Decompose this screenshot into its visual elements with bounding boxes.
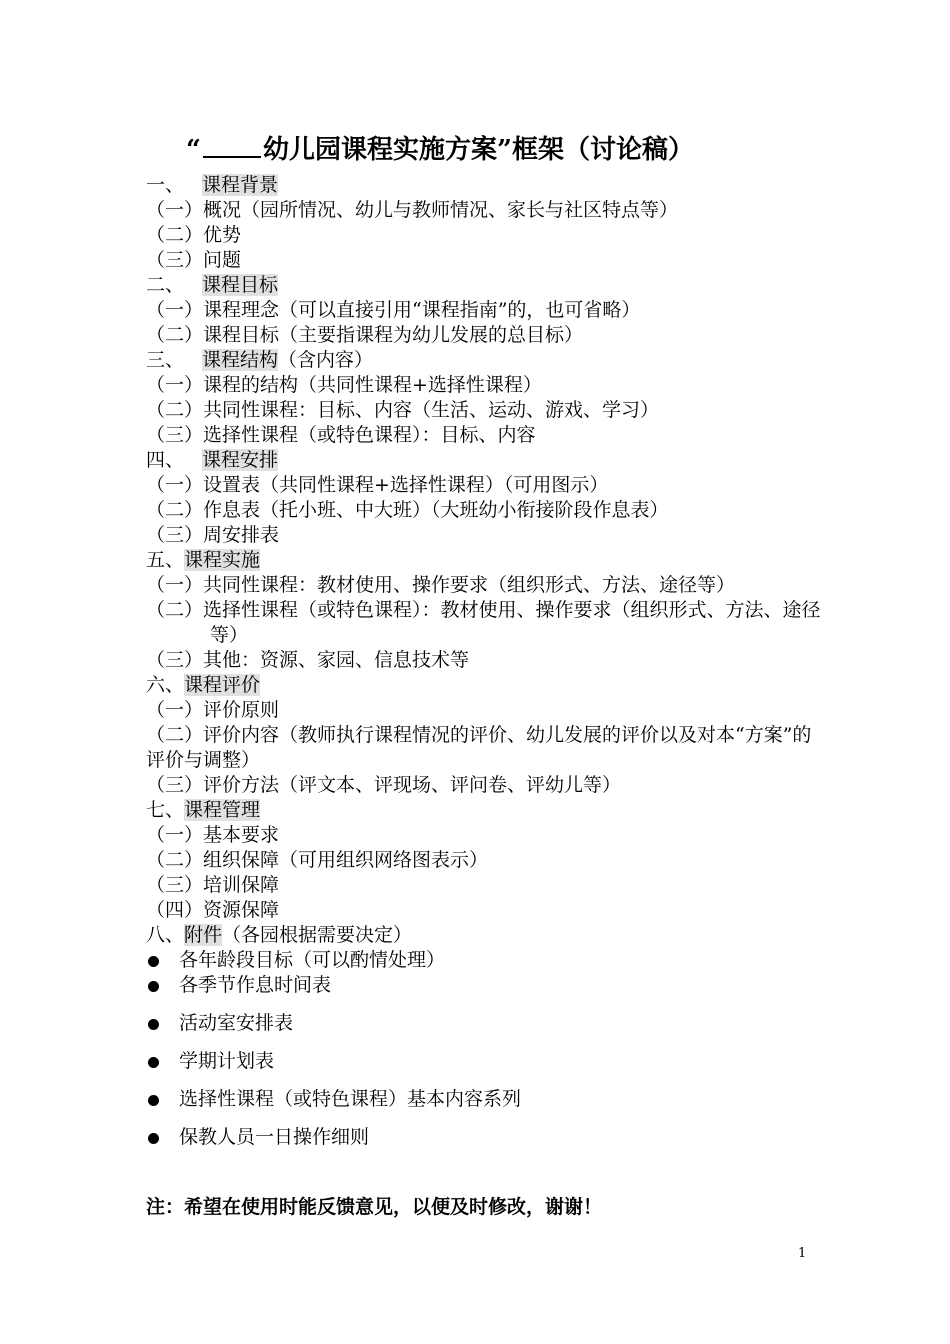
title-blank-underline <box>203 132 261 158</box>
bullet-dot-icon <box>148 981 159 992</box>
page-number: 1 <box>798 1246 807 1261</box>
section-heading-6 <box>146 673 826 698</box>
section-heading-2 <box>146 273 826 298</box>
section-item: （一）概况（园所情况、幼儿与教师情况、家长与社区特点等） <box>146 199 679 221</box>
section-item: （二）作息表（托小班、中大班）（大班幼小衔接阶段作息表） <box>146 499 669 521</box>
section-item: （三）其他：资源、家园、信息技术等 <box>146 649 470 671</box>
section-number: 八、 <box>146 924 185 946</box>
section-item: （一）评价原则 <box>146 699 280 721</box>
section-item: （三）问题 <box>146 249 242 271</box>
section-item: （一）设置表（共同性课程+选择性课程）（可用图示） <box>146 474 609 496</box>
section-number: 七、 <box>146 799 185 821</box>
section-item: （三）周安排表 <box>146 524 280 546</box>
section-title: 课程目标 <box>202 274 279 296</box>
section-item: （一）课程的结构（共同性课程+选择性课程） <box>146 374 542 396</box>
list-item-text: 学期计划表 <box>179 1050 275 1072</box>
list-item-text: 各年龄段目标（可以酌情处理） <box>179 949 446 971</box>
attachment-list <box>146 948 826 1150</box>
section-item: （三）培训保障 <box>146 874 280 896</box>
list-item <box>146 973 826 1011</box>
section-item: （二）课程目标（主要指课程为幼儿发展的总目标） <box>146 324 584 346</box>
section-title: 课程实施 <box>184 549 261 571</box>
list-item <box>146 1125 826 1150</box>
section-number: 五、 <box>146 549 185 571</box>
section-item: （一）课程理念（可以直接引用“课程指南”的，也可省略） <box>146 299 641 321</box>
feedback-note: 注：希望在使用时能反馈意见，以便及时修改，谢谢！ <box>146 1196 603 1218</box>
list-item-text: 活动室安排表 <box>179 1012 294 1034</box>
section-suffix: （含内容） <box>278 349 374 371</box>
section-title: 课程管理 <box>184 799 261 821</box>
section-number: 二、 <box>146 274 185 296</box>
list-item <box>146 1049 826 1087</box>
list-item-text: 保教人员一日操作细则 <box>179 1126 370 1148</box>
section-item: （二）优势 <box>146 224 242 246</box>
list-item-text: 选择性课程（或特色课程）基本内容系列 <box>179 1088 522 1110</box>
bullet-dot-icon <box>148 1133 159 1144</box>
title-open-quote: “ <box>186 135 201 165</box>
section-item: （三）选择性课程（或特色课程）：目标、内容 <box>146 424 536 446</box>
bullet-dot-icon <box>148 1095 159 1106</box>
section-number: 六、 <box>146 674 185 696</box>
section-title: 课程评价 <box>184 674 261 696</box>
outline-body <box>146 173 826 1150</box>
section-heading-1 <box>146 173 826 198</box>
title-text: 幼儿园课程实施方案”框架（讨论稿） <box>263 135 694 165</box>
section-heading-8 <box>146 923 826 948</box>
section-heading-7 <box>146 798 826 823</box>
section-title: 课程安排 <box>202 449 279 471</box>
list-item <box>146 948 826 973</box>
section-item: （一）共同性课程：教材使用、操作要求（组织形式、方法、途径等） <box>146 574 736 596</box>
bullet-dot-icon <box>148 1057 159 1068</box>
section-suffix: （各园根据需要决定） <box>222 924 413 946</box>
section-item: （一）基本要求 <box>146 824 280 846</box>
bullet-dot-icon <box>148 956 159 967</box>
section-number: 三、 <box>146 349 185 371</box>
section-heading-3 <box>146 348 826 373</box>
section-title: 课程背景 <box>202 174 279 196</box>
section-item: （二）共同性课程：目标、内容（生活、运动、游戏、学习） <box>146 399 660 421</box>
bullet-dot-icon <box>148 1019 159 1030</box>
section-item: （三）评价方法（评文本、评现场、评问卷、评幼儿等） <box>146 774 622 796</box>
section-number: 四、 <box>146 449 185 471</box>
section-heading-5 <box>146 548 826 573</box>
section-title: 附件 <box>184 924 223 946</box>
section-title: 课程结构 <box>202 349 279 371</box>
list-item-text: 各季节作息时间表 <box>179 974 332 996</box>
document-title <box>0 130 880 170</box>
section-number: 一、 <box>146 174 185 196</box>
list-item <box>146 1087 826 1125</box>
section-item: （二）组织保障（可用组织网络图表示） <box>146 849 489 871</box>
section-item: （二）评价内容（教师执行课程情况的评价、幼儿发展的评价以及对本“方案”的评价与调整） <box>146 724 812 771</box>
section-heading-4 <box>146 448 826 473</box>
section-item: （二）选择性课程（或特色课程）：教材使用、操作要求（组织形式、方法、途径等） <box>146 599 821 646</box>
list-item <box>146 1011 826 1049</box>
section-item: （四）资源保障 <box>146 899 280 921</box>
